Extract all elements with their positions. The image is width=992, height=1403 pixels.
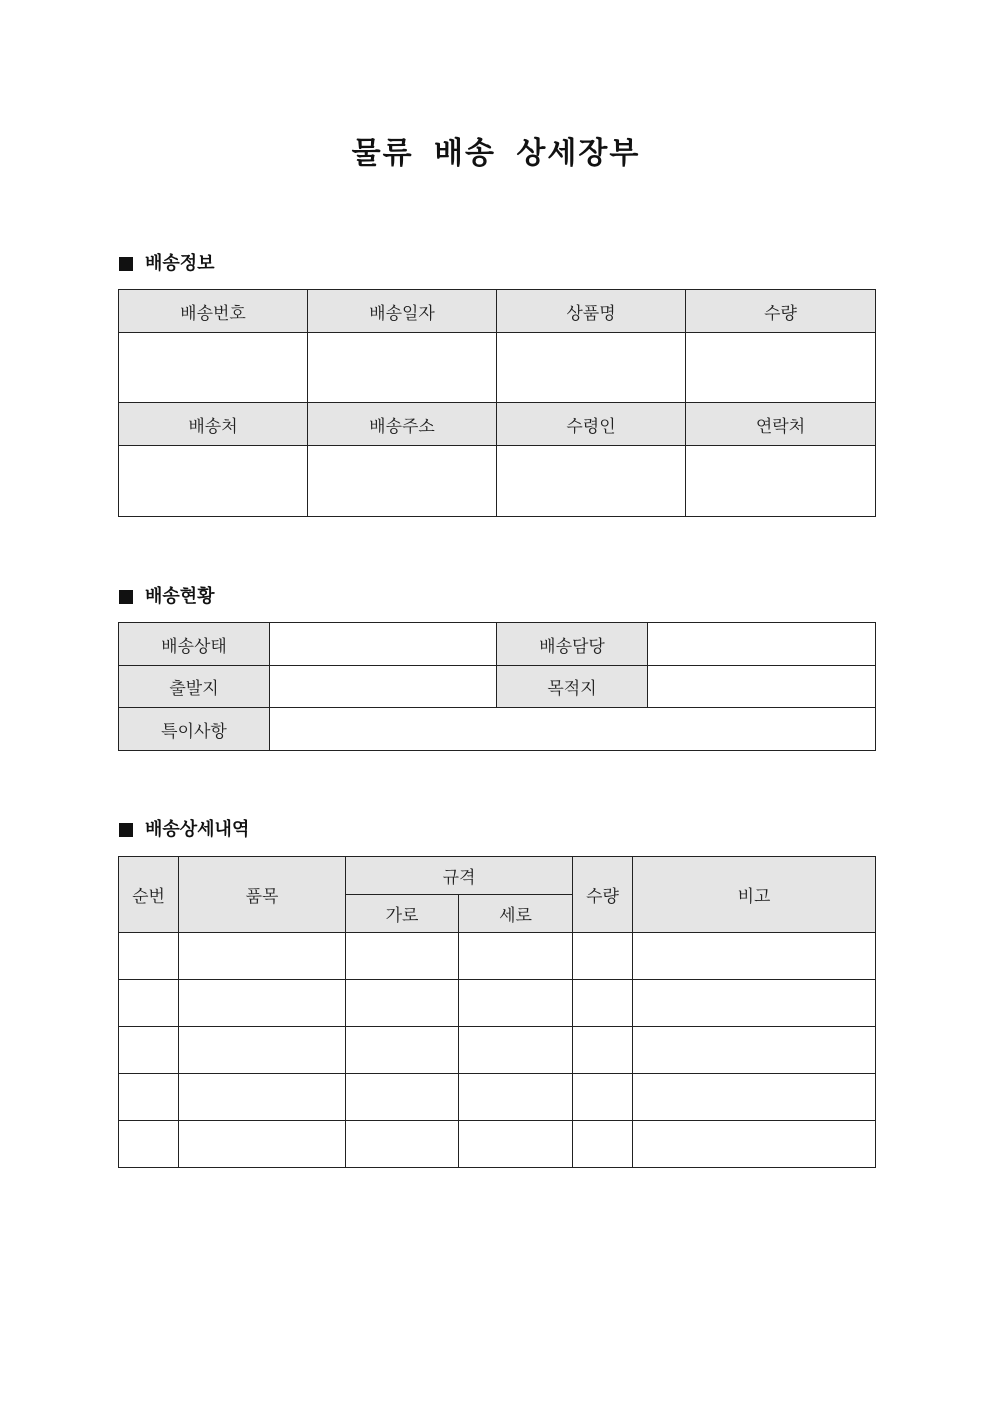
cell-width[interactable] xyxy=(346,1074,459,1121)
cell-note[interactable] xyxy=(633,933,876,980)
label-remarks: 특이사항 xyxy=(119,708,270,751)
cell-qty[interactable] xyxy=(573,1121,633,1168)
column-header-spec: 규격 xyxy=(346,857,573,895)
field-origin[interactable] xyxy=(270,666,497,708)
table-row xyxy=(119,1121,876,1168)
section-heading-label: 배송현황 xyxy=(145,586,215,607)
shipping-status-table xyxy=(118,622,876,751)
section-heading-label: 배송상세내역 xyxy=(145,819,250,840)
cell-qty[interactable] xyxy=(573,1074,633,1121)
cell-note[interactable] xyxy=(633,1074,876,1121)
cell-item[interactable] xyxy=(179,1121,346,1168)
cell-height[interactable] xyxy=(459,1074,573,1121)
cell-item[interactable] xyxy=(179,1027,346,1074)
cell-no[interactable] xyxy=(119,933,179,980)
square-bullet-icon xyxy=(119,823,133,837)
label-product-name: 상품명 xyxy=(497,290,686,333)
cell-note[interactable] xyxy=(633,1027,876,1074)
table-row xyxy=(119,1074,876,1121)
column-header-qty: 수량 xyxy=(573,857,633,933)
field-recipient[interactable] xyxy=(497,446,686,517)
label-recipient: 수령인 xyxy=(497,403,686,446)
label-quantity: 수량 xyxy=(686,290,876,333)
cell-height[interactable] xyxy=(459,980,573,1027)
field-quantity[interactable] xyxy=(686,333,876,403)
table-row xyxy=(119,1027,876,1074)
cell-item[interactable] xyxy=(179,933,346,980)
cell-width[interactable] xyxy=(346,1121,459,1168)
section-heading-shipping-status xyxy=(119,585,215,609)
cell-width[interactable] xyxy=(346,1027,459,1074)
square-bullet-icon xyxy=(119,257,133,271)
cell-qty[interactable] xyxy=(573,1027,633,1074)
cell-no[interactable] xyxy=(119,980,179,1027)
square-bullet-icon xyxy=(119,590,133,604)
cell-no[interactable] xyxy=(119,1027,179,1074)
cell-height[interactable] xyxy=(459,1027,573,1074)
cell-height[interactable] xyxy=(459,933,573,980)
label-destination: 목적지 xyxy=(497,666,648,708)
cell-height[interactable] xyxy=(459,1121,573,1168)
field-shipping-number[interactable] xyxy=(119,333,308,403)
cell-width[interactable] xyxy=(346,933,459,980)
page-title: 물류 배송 상세장부 xyxy=(351,136,641,171)
label-shipping-number: 배송번호 xyxy=(119,290,308,333)
cell-qty[interactable] xyxy=(573,933,633,980)
section-heading-label: 배송정보 xyxy=(145,253,215,274)
field-shipping-manager[interactable] xyxy=(648,623,876,666)
column-header-item: 품목 xyxy=(179,857,346,933)
field-destination-place[interactable] xyxy=(119,446,308,517)
cell-note[interactable] xyxy=(633,1121,876,1168)
section-heading-shipping-details xyxy=(119,818,249,842)
field-shipping-date[interactable] xyxy=(308,333,497,403)
cell-qty[interactable] xyxy=(573,980,633,1027)
cell-item[interactable] xyxy=(179,1074,346,1121)
field-shipping-status[interactable] xyxy=(270,623,497,666)
field-shipping-address[interactable] xyxy=(308,446,497,517)
field-remarks[interactable] xyxy=(270,708,876,751)
table-row xyxy=(119,933,876,980)
column-header-no: 순번 xyxy=(119,857,179,933)
cell-item[interactable] xyxy=(179,980,346,1027)
label-origin: 출발지 xyxy=(119,666,270,708)
label-destination-place: 배송처 xyxy=(119,403,308,446)
cell-width[interactable] xyxy=(346,980,459,1027)
label-shipping-status: 배송상태 xyxy=(119,623,270,666)
cell-no[interactable] xyxy=(119,1074,179,1121)
label-shipping-manager: 배송담당 xyxy=(497,623,648,666)
label-contact: 연락처 xyxy=(686,403,876,446)
column-header-note: 비고 xyxy=(633,857,876,933)
shipping-details-table xyxy=(118,856,876,1168)
column-header-width: 가로 xyxy=(346,895,459,933)
cell-no[interactable] xyxy=(119,1121,179,1168)
section-heading-shipping-info xyxy=(119,252,215,276)
cell-note[interactable] xyxy=(633,980,876,1027)
table-row xyxy=(119,980,876,1027)
shipping-info-table xyxy=(118,289,876,517)
label-shipping-date: 배송일자 xyxy=(308,290,497,333)
column-header-height: 세로 xyxy=(459,895,573,933)
field-contact[interactable] xyxy=(686,446,876,517)
field-product-name[interactable] xyxy=(497,333,686,403)
label-shipping-address: 배송주소 xyxy=(308,403,497,446)
field-destination[interactable] xyxy=(648,666,876,708)
